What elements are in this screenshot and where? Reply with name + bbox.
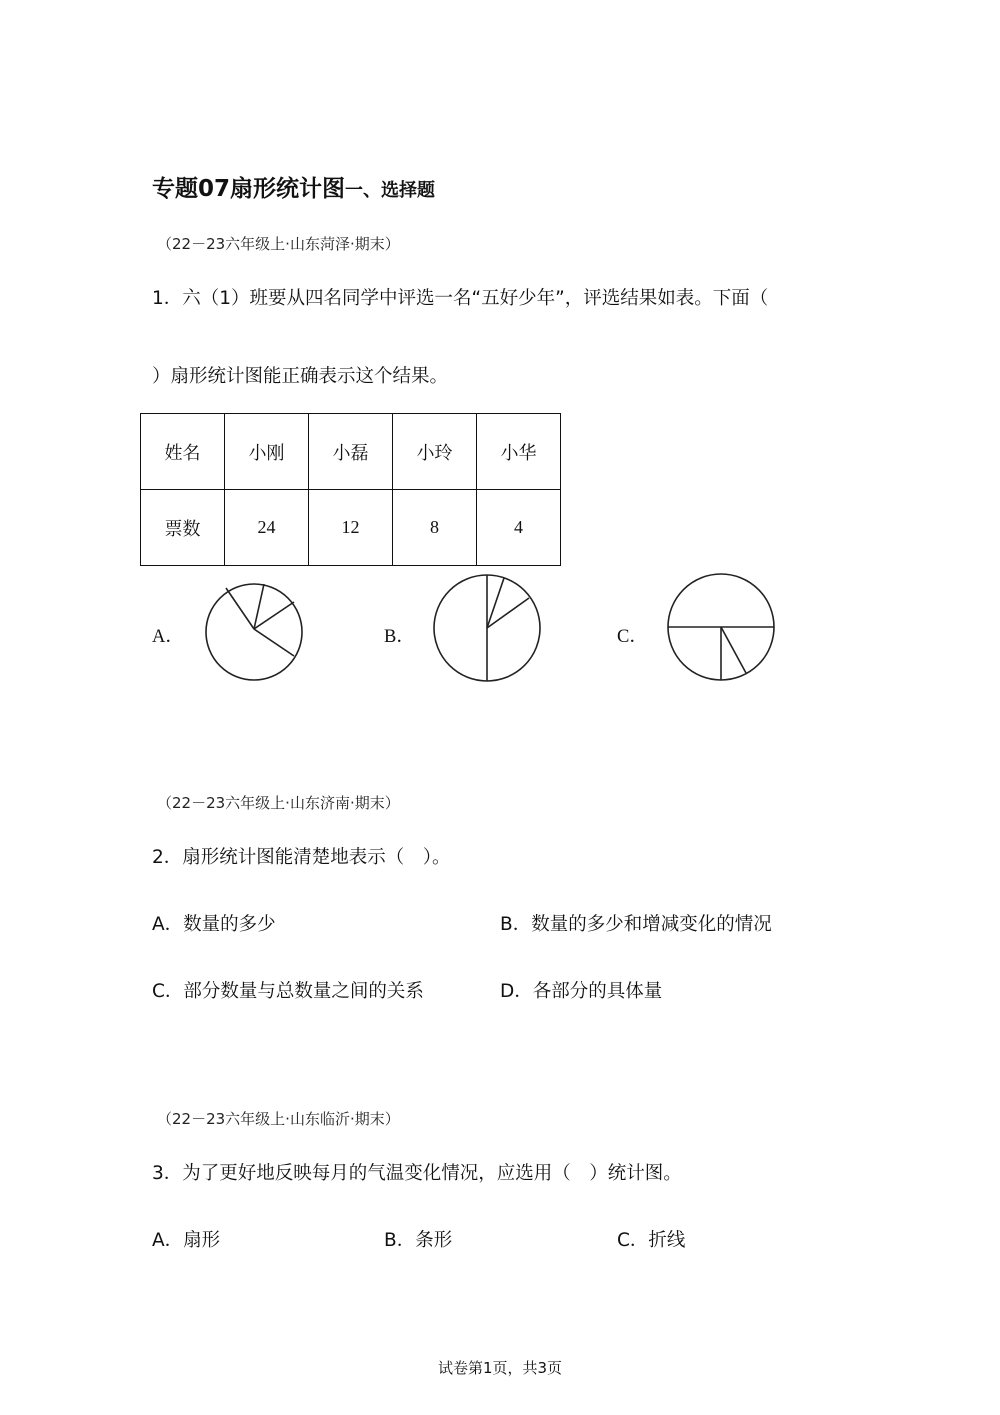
pie-sector-line: [721, 627, 746, 673]
pie-sector-line: [226, 588, 254, 629]
question-1-source: （22－23六年级上·山东菏泽·期末）: [157, 235, 400, 253]
pie-sector-line: [487, 598, 529, 628]
table-cell: 24: [225, 490, 309, 566]
pie-sector-line: [487, 578, 504, 628]
question-1-text-line2: ）扇形统计图能正确表示这个结果。: [152, 366, 449, 387]
question-2-option-a[interactable]: A．数量的多少: [152, 914, 276, 935]
table-cell: 小刚: [225, 414, 309, 490]
question-2-text: 2．扇形统计图能清楚地表示（ ）。: [152, 847, 451, 868]
pie-chart-option-b: [432, 573, 542, 683]
pie-sector-line: [254, 602, 294, 629]
section-heading: 一、选择题: [345, 180, 436, 201]
table-row: [141, 414, 561, 490]
table-cell: 4: [477, 490, 561, 566]
option-b-label[interactable]: B．: [384, 627, 415, 647]
table-cell: 票数: [141, 490, 225, 566]
table-cell: 姓名: [141, 414, 225, 490]
question-3-option-c[interactable]: C．折线: [617, 1230, 686, 1251]
pie-sector-line: [254, 629, 294, 656]
question-3-text: 3．为了更好地反映每月的气温变化情况，应选用（ ）统计图。: [152, 1163, 682, 1184]
question-2-option-d[interactable]: D．各部分的具体量: [500, 981, 663, 1002]
table-cell: 小玲: [393, 414, 477, 490]
pie-outline: [206, 584, 302, 680]
question-3-source: （22－23六年级上·山东临沂·期末）: [157, 1110, 400, 1128]
table-cell: 小华: [477, 414, 561, 490]
page-title: [152, 170, 435, 203]
table-cell: 小磊: [309, 414, 393, 490]
pie-chart-option-a: [202, 580, 306, 684]
question-1-text-line1: 1．六（1）班要从四名同学中评选一名“五好少年”，评选结果如表。下面（: [152, 288, 769, 309]
question-2-option-b[interactable]: B．数量的多少和增减变化的情况: [500, 914, 772, 935]
table-cell: 12: [309, 490, 393, 566]
question-2-option-c[interactable]: C．部分数量与总数量之间的关系: [152, 981, 424, 1002]
pie-chart-option-c: [666, 572, 776, 682]
question-3-option-b[interactable]: B．条形: [384, 1230, 453, 1251]
pie-sector-line: [254, 584, 264, 629]
page-footer: 试卷第1页，共3页: [437, 1359, 563, 1377]
option-c-label[interactable]: C．: [617, 627, 648, 647]
question-2-source: （22－23六年级上·山东济南·期末）: [157, 794, 400, 812]
table-row: [141, 490, 561, 566]
option-a-label[interactable]: A．: [152, 627, 184, 647]
question-3-option-a[interactable]: A．扇形: [152, 1230, 221, 1251]
table-cell: 8: [393, 490, 477, 566]
votes-table: [140, 413, 561, 566]
title-main: 专题07扇形统计图: [152, 176, 346, 202]
